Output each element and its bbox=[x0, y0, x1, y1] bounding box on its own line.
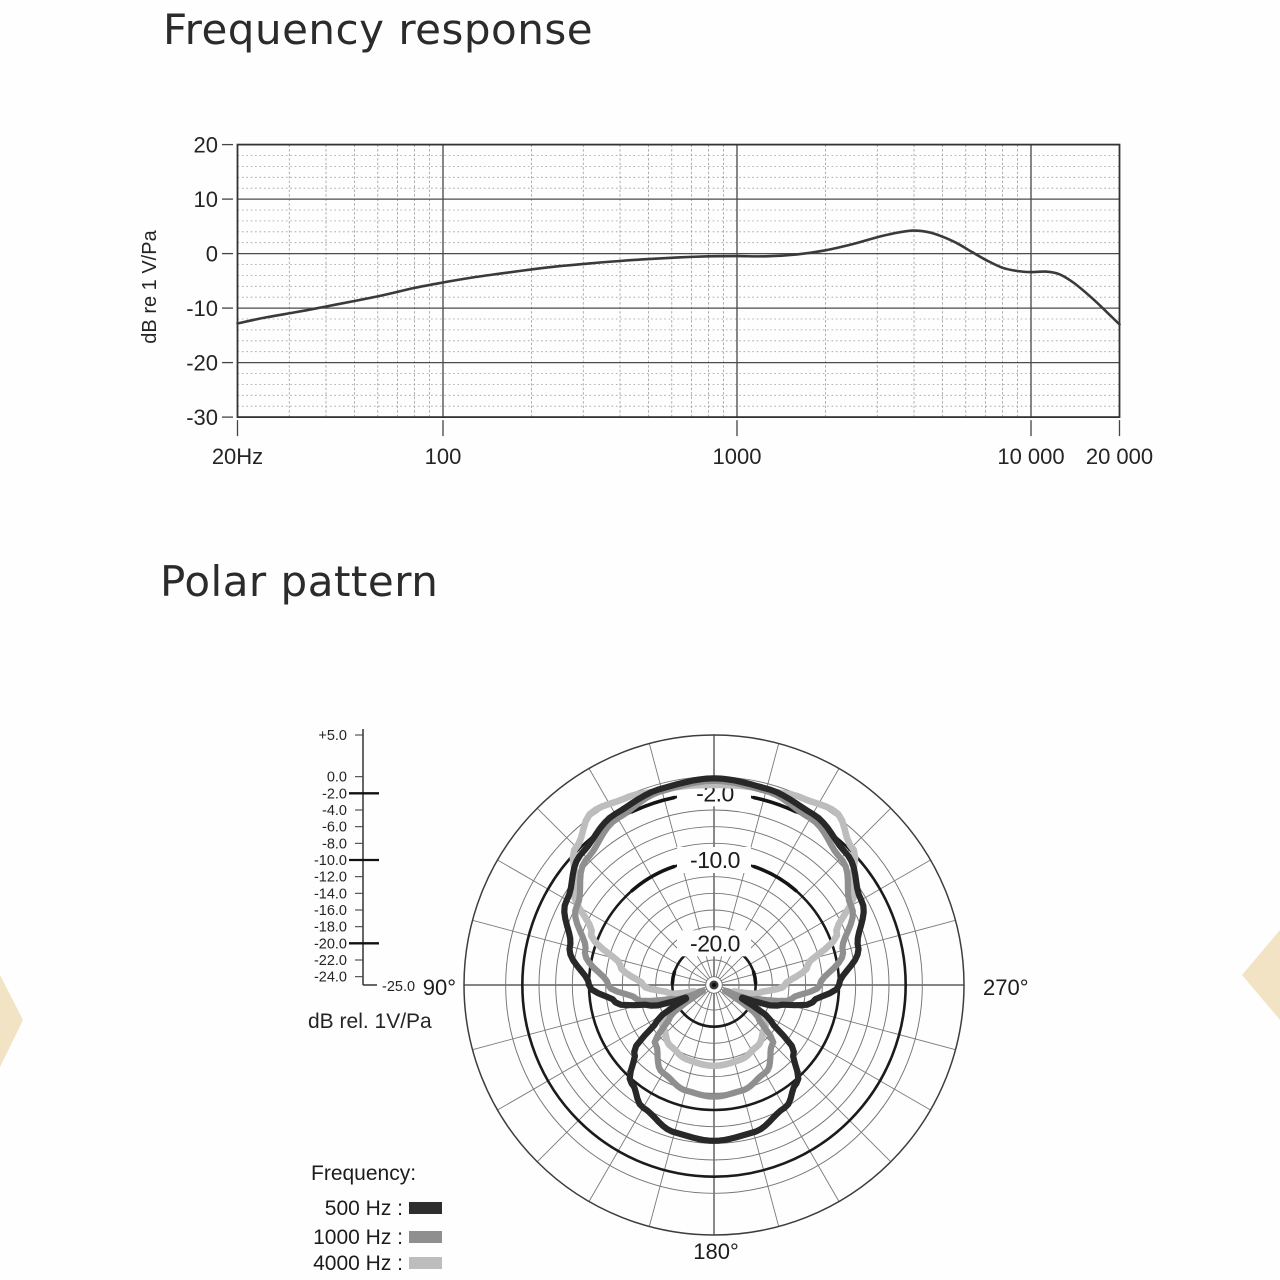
polar-scale-tick-label: -24.0 bbox=[313, 969, 347, 986]
polar-legend bbox=[311, 1162, 442, 1275]
polar-scale-tick-label: -10.0 bbox=[313, 853, 347, 869]
polar-scale-end-label: -25.0 bbox=[382, 979, 416, 995]
legend-item-label: 4000 Hz : bbox=[313, 1252, 403, 1275]
legend-heading: Frequency: bbox=[311, 1162, 417, 1185]
frequency-response-chart bbox=[186, 133, 1153, 469]
fr-response-curve bbox=[238, 231, 1120, 325]
legend-item-swatch bbox=[409, 1202, 442, 1214]
polar-scale-unit-label: dB rel. 1V/Pa bbox=[308, 1010, 432, 1033]
polar-scale-tick-label: -8.0 bbox=[322, 836, 347, 853]
polar-ring-emphasis-arc bbox=[754, 972, 756, 983]
polar-angle-label-90: 90° bbox=[422, 975, 456, 1000]
polar-ring-label: -20.0 bbox=[690, 930, 740, 957]
fr-x-tick-label: 10 000 bbox=[997, 444, 1065, 469]
fr-x-tick-label: 100 bbox=[424, 444, 462, 469]
frequency-response-title: Frequency response bbox=[163, 5, 594, 54]
polar-scale-tick-label: -20.0 bbox=[313, 936, 347, 953]
scan-artifact-left bbox=[0, 975, 23, 1067]
fr-x-tick-label: 20 000 bbox=[1085, 444, 1154, 469]
polar-ring-label: -2.0 bbox=[696, 780, 734, 807]
fr-y-tick-label: -30 bbox=[186, 405, 218, 431]
polar-scale-tick-label: +5.0 bbox=[318, 728, 347, 744]
legend-item-label: 1000 Hz : bbox=[313, 1226, 403, 1249]
legend-item-label: 500 Hz : bbox=[324, 1197, 403, 1220]
polar-scale-tick-label: -12.0 bbox=[313, 869, 347, 886]
polar-scale-tick-label: -22.0 bbox=[313, 953, 347, 969]
scan-artifact-right bbox=[1242, 930, 1280, 1020]
fr-x-tick-label: 20Hz bbox=[211, 444, 264, 469]
fr-y-tick-label: -10 bbox=[186, 296, 218, 322]
fr-plot-border bbox=[238, 145, 1120, 418]
polar-ring-emphasis-arc bbox=[672, 972, 674, 983]
polar-scale-tick-label: -2.0 bbox=[322, 786, 347, 803]
polar-center-dot-core bbox=[712, 983, 716, 987]
fr-x-tick-label: 1000 bbox=[712, 444, 762, 469]
fr-y-tick-label: 0 bbox=[205, 241, 218, 267]
polar-scale-tick-label: -14.0 bbox=[313, 886, 347, 903]
fr-y-tick-label: 10 bbox=[193, 187, 218, 213]
polar-angle-label-270: 270° bbox=[983, 975, 1029, 1000]
polar-angle-label-180: 180° bbox=[693, 1239, 739, 1264]
polar-ring-label: -10.0 bbox=[690, 847, 740, 873]
fr-y-tick-label: 20 bbox=[193, 132, 218, 158]
polar-pattern-chart bbox=[314, 728, 1029, 1264]
polar-pattern-title: Polar pattern bbox=[160, 557, 439, 606]
legend-item-swatch bbox=[409, 1231, 442, 1243]
legend-item-swatch bbox=[409, 1257, 442, 1269]
polar-scale-tick-label: -18.0 bbox=[313, 919, 347, 936]
fr-y-axis-label: dB re 1 V/Pa bbox=[139, 230, 161, 344]
polar-scale-tick-label: -16.0 bbox=[313, 903, 347, 919]
polar-scale-tick-label: 0.0 bbox=[326, 769, 347, 786]
polar-scale-tick-label: -6.0 bbox=[322, 819, 347, 836]
fr-y-tick-label: -20 bbox=[186, 350, 218, 376]
polar-scale-tick-label: -4.0 bbox=[322, 803, 347, 819]
